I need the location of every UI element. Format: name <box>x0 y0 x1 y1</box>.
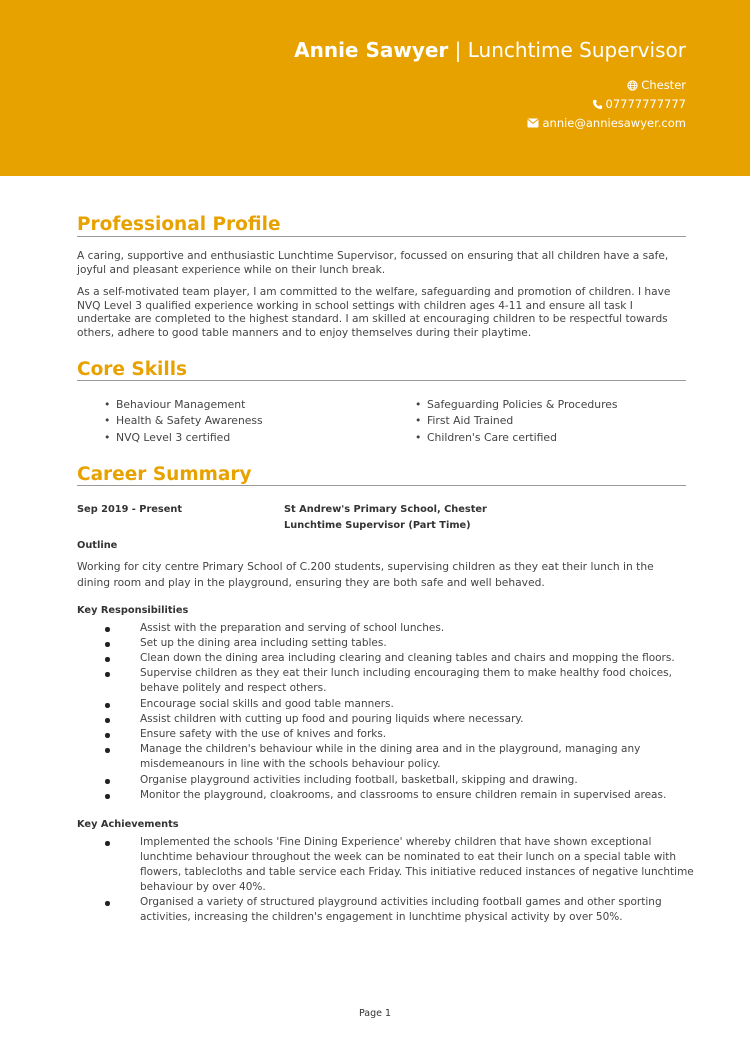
responsibilities-label: Key Responsibilities <box>77 605 189 616</box>
skill-item: • Safeguarding Policies & Procedures <box>415 398 618 411</box>
envelope-icon <box>527 118 539 128</box>
bullet-icon <box>105 642 113 650</box>
bullet-icon <box>105 718 113 726</box>
job-employer: St Andrew's Primary School, Chester <box>284 504 487 515</box>
responsibility-item: Organise playground activities including football, basketball, skipping and drawing. <box>140 774 578 786</box>
globe-icon <box>627 80 638 91</box>
page-number: Page 1 <box>358 1008 392 1019</box>
achievements-label: Key Achievements <box>77 819 179 830</box>
responsibility-item: Assist children with cutting up food and pouring liquids where necessary. <box>140 713 524 725</box>
phone-text: 07777777777 <box>605 97 686 111</box>
job-dates: Sep 2019 - Present <box>77 504 183 515</box>
bullet-icon <box>105 779 113 787</box>
achievement-item: Organised a variety of structured playground activities including football games and other sporting activities, increasing the children's engagement in lunchtime physical activity by over 50%. <box>140 896 662 923</box>
responsibility-item: Manage the children's behaviour while in the dining area and in the playground, managing any misdemeanours in line with the schools behaviour policy. <box>140 743 641 770</box>
responsibility-item: Set up the dining area including setting tables. <box>140 637 387 649</box>
bullet-icon <box>105 672 113 680</box>
bullet-icon <box>105 733 113 741</box>
career-divider <box>77 485 686 486</box>
bullet-icon <box>105 657 113 665</box>
bullet-icon <box>105 627 113 635</box>
skills-divider <box>77 380 686 381</box>
skill-item: • Children's Care certified <box>415 431 557 444</box>
contact-location <box>627 78 686 92</box>
responsibility-item: Monitor the playground, cloakrooms, and classrooms to ensure children remain in supervised areas. <box>140 789 667 801</box>
outline-label: Outline <box>77 540 118 551</box>
responsibility-item: Supervise children as they eat their lunch including encouraging them to make healthy food choices, behave politely and respect others. <box>140 667 672 694</box>
skills-heading: Core Skills <box>77 359 188 380</box>
bullet-icon <box>105 794 113 802</box>
skill-item: • NVQ Level 3 certified <box>104 431 231 444</box>
bullet-icon <box>105 841 113 849</box>
bullet-icon <box>105 748 113 756</box>
contact-phone <box>592 97 686 111</box>
bullet-icon <box>105 703 113 711</box>
achievement-item: Implemented the schools 'Fine Dining Experience' whereby children that have shown exceptional lunchtime behaviour throughout the week can be nominated to eat their lunch on a special table with flowers, tablecloths and table service each Friday. This initiative reduced instances of negative lunchtime behaviour by over 40%. <box>140 836 694 893</box>
bullet-icon <box>105 901 113 909</box>
responsibility-item: Assist with the preparation and serving of school lunches. <box>140 622 445 634</box>
email-text[interactable]: annie@anniesawyer.com <box>542 116 686 130</box>
candidate-name: Annie Sawyer <box>294 38 449 62</box>
profile-heading: Professional Profile <box>77 214 281 235</box>
responsibility-item: Encourage social skills and good table manners. <box>140 698 394 710</box>
contact-email <box>527 116 686 130</box>
skill-item: • Health & Safety Awareness <box>104 414 263 427</box>
outline-text: Working for city centre Primary School of C.200 students, supervising children as they eat their lunch in the dining room and play in the playground, ensuring they are both safe and well behaved. <box>77 560 654 589</box>
job-role: Lunchtime Supervisor (Part Time) <box>284 520 471 531</box>
responsibility-item: Ensure safety with the use of knives and forks. <box>140 728 387 740</box>
career-heading: Career Summary <box>77 464 252 485</box>
title-separator: | <box>454 38 462 62</box>
header-banner <box>0 0 750 176</box>
profile-paragraph-2: As a self-motivated team player, I am committed to the welfare, safeguarding and promotion of children. I have NVQ Level 3 qualified experience working in school settings with children ages 4-11 and ensure all task I undertake are completed to the highest standard. I am skilled at encouraging children to be respectful towards others, adhere to good table manners and to enjoy themselves during their playtime. <box>77 286 671 339</box>
job-title: Lunchtime Supervisor <box>467 38 686 62</box>
phone-icon <box>592 99 603 110</box>
profile-paragraph-1: A caring, supportive and enthusiastic Lunchtime Supervisor, focussed on ensuring that all children have a safe, joyful and pleasant experience while on their lunch break. <box>77 250 669 276</box>
skill-item: • Behaviour Management <box>104 398 246 411</box>
name-title <box>294 38 686 62</box>
location-text: Chester <box>641 78 686 92</box>
responsibility-item: Clean down the dining area including clearing and cleaning tables and chairs and mopping the floors. <box>140 652 675 664</box>
skill-item: • First Aid Trained <box>415 414 514 427</box>
profile-divider <box>77 236 686 237</box>
